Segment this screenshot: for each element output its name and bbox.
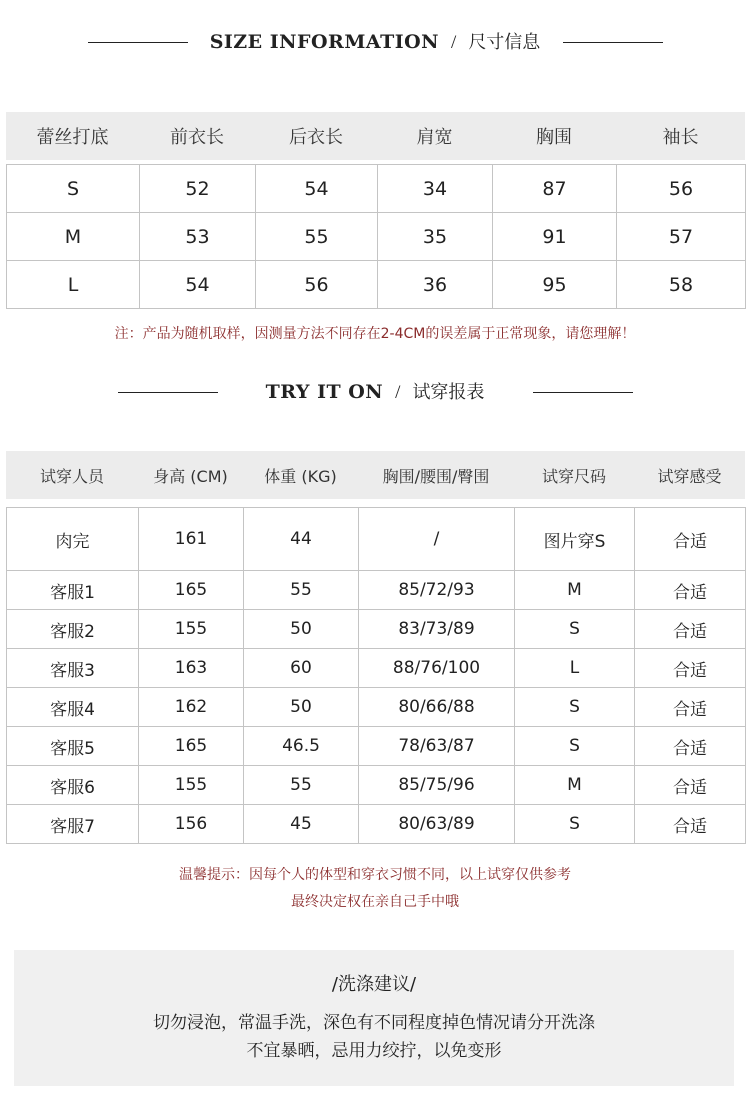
table-row xyxy=(7,727,746,766)
size-cell: 35 xyxy=(378,213,493,261)
try-cell: 78/63/87 xyxy=(359,727,515,766)
size-header-cell: 后衣长 xyxy=(289,127,343,148)
try-title-separator: / xyxy=(395,382,401,403)
try-cell: 客服4 xyxy=(7,688,139,727)
size-section-title xyxy=(0,29,750,56)
try-cell: S xyxy=(515,805,635,844)
try-cell: 图片穿S xyxy=(515,508,635,571)
size-cell: L xyxy=(7,261,140,309)
try-cell: 55 xyxy=(244,571,359,610)
try-cell: 合适 xyxy=(635,508,746,571)
try-cell: 165 xyxy=(139,571,244,610)
try-cell: 合适 xyxy=(635,727,746,766)
try-section-heading xyxy=(0,377,750,407)
wash-advice-line1: 切勿浸泡，常温手洗，深色有不同程度掉色情况请分开洗涤 xyxy=(153,1013,595,1033)
try-cell: 肉完 xyxy=(7,508,139,571)
size-cell: 52 xyxy=(140,165,256,213)
size-cell: 58 xyxy=(617,261,746,309)
try-cell: 合适 xyxy=(635,571,746,610)
try-cell: M xyxy=(515,571,635,610)
try-cell: 60 xyxy=(244,649,359,688)
try-cell: 合适 xyxy=(635,649,746,688)
size-cell: 36 xyxy=(378,261,493,309)
table-row xyxy=(7,610,746,649)
size-header-cell: 肩宽 xyxy=(416,127,453,148)
try-section-title xyxy=(0,379,750,406)
size-cell: 53 xyxy=(140,213,256,261)
try-cell: 合适 xyxy=(635,805,746,844)
try-cell: 80/63/89 xyxy=(359,805,515,844)
try-cell: 55 xyxy=(244,766,359,805)
size-cell: M xyxy=(7,213,140,261)
try-header-cell: 试穿尺码 xyxy=(541,466,606,486)
size-header-cell: 前衣长 xyxy=(170,127,224,148)
table-row xyxy=(7,766,746,805)
try-cell: / xyxy=(359,508,515,571)
size-title-en: SIZE INFORMATION xyxy=(209,31,440,53)
try-cell: 合适 xyxy=(635,766,746,805)
try-header-cell: 胸围/腰围/臀围 xyxy=(382,466,490,486)
try-cell: 合适 xyxy=(635,688,746,727)
try-cell: M xyxy=(515,766,635,805)
wash-advice-box xyxy=(14,950,734,1086)
size-cell: 95 xyxy=(493,261,617,309)
size-cell: 34 xyxy=(378,165,493,213)
try-cell: S xyxy=(515,727,635,766)
size-cell: 54 xyxy=(256,165,378,213)
try-cell: 45 xyxy=(244,805,359,844)
try-cell: S xyxy=(515,610,635,649)
wash-advice-line2: 不宜暴晒，忌用力绞拧，以免变形 xyxy=(246,1041,502,1061)
try-table-header xyxy=(6,451,745,499)
try-title-en: TRY IT ON xyxy=(265,381,384,403)
try-cell: 88/76/100 xyxy=(359,649,515,688)
table-row xyxy=(7,261,746,309)
size-cell: 91 xyxy=(493,213,617,261)
try-cell: 合适 xyxy=(635,610,746,649)
try-cell: 客服1 xyxy=(7,571,139,610)
try-cell: 客服3 xyxy=(7,649,139,688)
table-row xyxy=(7,649,746,688)
size-cell: 55 xyxy=(256,213,378,261)
try-cell: 46.5 xyxy=(244,727,359,766)
try-cell: 客服2 xyxy=(7,610,139,649)
size-header-cell: 蕾丝打底 xyxy=(36,127,109,148)
size-cell: S xyxy=(7,165,140,213)
try-cell: 163 xyxy=(139,649,244,688)
size-cell: 57 xyxy=(617,213,746,261)
size-title-separator: / xyxy=(451,32,457,53)
try-cell: 156 xyxy=(139,805,244,844)
size-header-cell: 胸围 xyxy=(536,127,572,148)
try-header-cell: 身高 (CM) xyxy=(153,466,228,486)
try-cell: 85/72/93 xyxy=(359,571,515,610)
try-cell: 161 xyxy=(139,508,244,571)
try-cell: 155 xyxy=(139,610,244,649)
size-header-cell: 袖长 xyxy=(662,127,699,148)
table-row xyxy=(7,508,746,571)
try-cell: 155 xyxy=(139,766,244,805)
try-header-cell: 试穿感受 xyxy=(657,466,722,486)
size-cell: 87 xyxy=(493,165,617,213)
try-header-cell: 体重 (KG) xyxy=(264,466,337,486)
try-cell: 44 xyxy=(244,508,359,571)
wash-advice-title: /洗涤建议/ xyxy=(331,974,417,995)
size-cell: 56 xyxy=(256,261,378,309)
table-row xyxy=(7,571,746,610)
try-cell: L xyxy=(515,649,635,688)
size-table-header xyxy=(6,112,745,160)
try-cell: 80/66/88 xyxy=(359,688,515,727)
try-cell: 50 xyxy=(244,610,359,649)
try-note-line2: 最终决定权在亲自己手中哦 xyxy=(291,894,459,910)
size-cell: 56 xyxy=(617,165,746,213)
try-cell: 162 xyxy=(139,688,244,727)
size-title-cn: 尺寸信息 xyxy=(468,32,541,53)
try-header-cell: 试穿人员 xyxy=(39,466,104,486)
try-cell: 165 xyxy=(139,727,244,766)
size-table xyxy=(6,164,746,309)
try-table xyxy=(6,507,746,844)
table-row xyxy=(7,165,746,213)
try-title-cn: 试穿报表 xyxy=(412,382,485,403)
size-cell: 54 xyxy=(140,261,256,309)
size-section-heading xyxy=(0,27,750,57)
try-cell: 客服5 xyxy=(7,727,139,766)
try-cell: 客服6 xyxy=(7,766,139,805)
try-cell: 85/75/96 xyxy=(359,766,515,805)
try-cell: 50 xyxy=(244,688,359,727)
table-row xyxy=(7,213,746,261)
size-note: 注：产品为随机取样，因测量方法不同存在2-4CM的误差属于正常现象，请您理解！ xyxy=(114,326,636,342)
try-cell: S xyxy=(515,688,635,727)
table-row xyxy=(7,688,746,727)
try-cell: 83/73/89 xyxy=(359,610,515,649)
table-row xyxy=(7,805,746,844)
try-cell: 客服7 xyxy=(7,805,139,844)
try-note-line1: 温馨提示：因每个人的体型和穿衣习惯不同，以上试穿仅供参考 xyxy=(179,867,571,883)
